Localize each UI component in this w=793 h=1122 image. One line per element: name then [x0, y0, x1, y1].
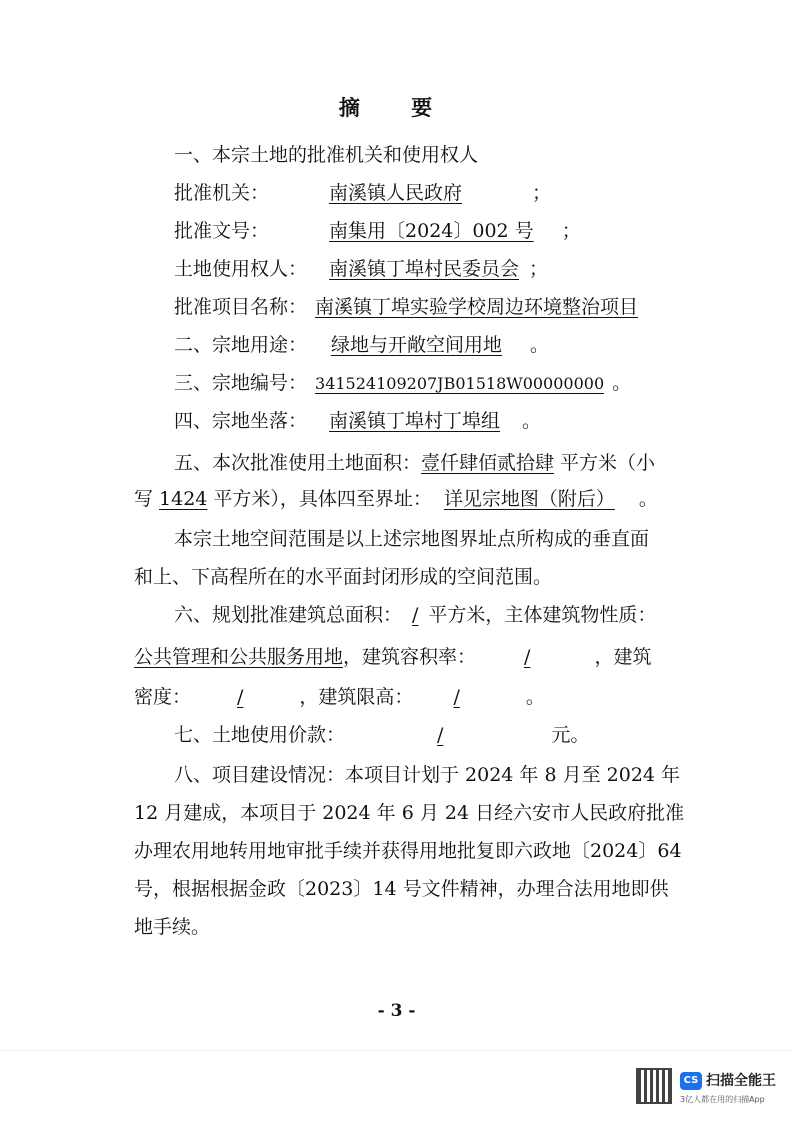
approval-doc-label: 批准文号：: [174, 220, 270, 242]
area-label: 五、本次批准使用土地面积：: [174, 452, 422, 474]
price-value: /: [437, 724, 444, 746]
area-row-2: [134, 486, 658, 512]
parcel-no-row: [174, 370, 631, 397]
price-row: [174, 722, 589, 748]
approval-doc-row: [174, 218, 581, 244]
approval-authority-end: ；: [532, 182, 552, 204]
land-use-end: 。: [530, 334, 550, 356]
price-label: 七、土地使用价款：: [174, 724, 346, 746]
qr-code-icon: [636, 1068, 672, 1104]
location-row: [174, 408, 541, 434]
parcel-no-label: 三、宗地编号：: [174, 372, 308, 394]
density-value: /: [237, 686, 244, 708]
area-boundary-value: 详见宗地图（附后）: [443, 488, 615, 510]
area-end: 。: [638, 488, 658, 510]
page-number: - 3 -: [377, 1001, 416, 1021]
approval-doc-value: 南集用〔2024〕002 号: [329, 220, 534, 242]
land-use-label: 二、宗地用途：: [174, 334, 308, 356]
area-write-label: 写: [134, 488, 154, 510]
parcel-no-value: 341524109207JB01518W00000000: [315, 374, 605, 393]
area-number-value: 1424: [159, 488, 208, 510]
construction-line-1: 八、项目建设情况：本项目计划于 2024 年 8 月至 2024 年: [174, 764, 681, 786]
density-suffix: ，建筑: [594, 646, 652, 668]
planning-area-value: /: [412, 604, 419, 626]
planning-row-2: [134, 644, 651, 670]
planning-end: 。: [525, 686, 545, 708]
watermark-slogan: 3亿人都在用的扫描App: [680, 1095, 765, 1104]
area-row-1: [174, 450, 655, 476]
approval-authority-value: 南溪镇人民政府: [329, 182, 463, 204]
approval-authority-row: [174, 180, 551, 206]
project-name-row: [174, 294, 638, 320]
approval-doc-end: ；: [561, 220, 581, 242]
space-range-line-2: 和上、下高程所在的水平面封闭形成的空间范围。: [134, 566, 553, 588]
parcel-no-end: 。: [612, 372, 632, 394]
land-user-label: 土地使用权人：: [174, 258, 308, 280]
watermark-app-name: 扫描全能王: [706, 1073, 776, 1089]
planning-label: 六、规划批准建筑总面积：: [174, 604, 403, 626]
area-unit-b: 平方米），具体四至界址：: [213, 488, 432, 510]
construction-line-2: 12 月建成，本项目于 2024 年 6 月 24 日经六安市人民政府批准: [134, 802, 685, 824]
building-nature-value: 公共管理和公共服务用地: [134, 646, 344, 668]
location-value: 南溪镇丁埠村丁埠组: [329, 410, 501, 432]
construction-line-5: 地手续。: [134, 916, 211, 938]
land-use-value: 绿地与开敞空间用地: [331, 334, 503, 356]
height-label: ，建筑限高：: [299, 686, 414, 708]
land-user-row: [174, 256, 548, 282]
document-title: 摘 要: [338, 95, 455, 120]
footer-divider: [0, 1050, 793, 1051]
far-label: ，建筑容积率：: [343, 646, 477, 668]
planning-row-3: [134, 684, 545, 710]
project-name-value: 南溪镇丁埠实验学校周边环境整治项目: [315, 296, 639, 318]
location-end: 。: [522, 410, 542, 432]
height-value: /: [453, 686, 460, 708]
approval-authority-label: 批准机关：: [174, 182, 270, 204]
area-upper-value: 壹仟肆佰贰拾肆: [421, 452, 555, 474]
far-value: /: [524, 646, 531, 668]
price-end: 元。: [551, 724, 590, 746]
construction-line-3: 办理农用地转用地审批手续并获得用地批复即六政地〔2024〕64: [134, 840, 682, 862]
space-range-line-1: 本宗土地空间范围是以上述宗地图界址点所构成的垂直面: [174, 528, 650, 550]
location-label: 四、宗地坐落：: [174, 410, 308, 432]
planning-row-1: [174, 602, 656, 628]
land-user-value: 南溪镇丁埠村民委员会: [329, 258, 520, 280]
construction-line-4: 号，根据根据金政〔2023〕14 号文件精神，办理合法用地即供: [134, 878, 669, 900]
density-label: 密度：: [134, 686, 192, 708]
planning-unit: 平方米，主体建筑物性质：: [428, 604, 657, 626]
camscanner-logo-icon: CS: [680, 1072, 702, 1090]
land-use-row: [174, 332, 549, 358]
area-unit-a: 平方米（小: [560, 452, 656, 474]
project-name-label: 批准项目名称：: [174, 296, 308, 318]
section-1-heading: 一、本宗土地的批准机关和使用权人: [174, 144, 479, 166]
land-user-end: ；: [529, 258, 549, 280]
